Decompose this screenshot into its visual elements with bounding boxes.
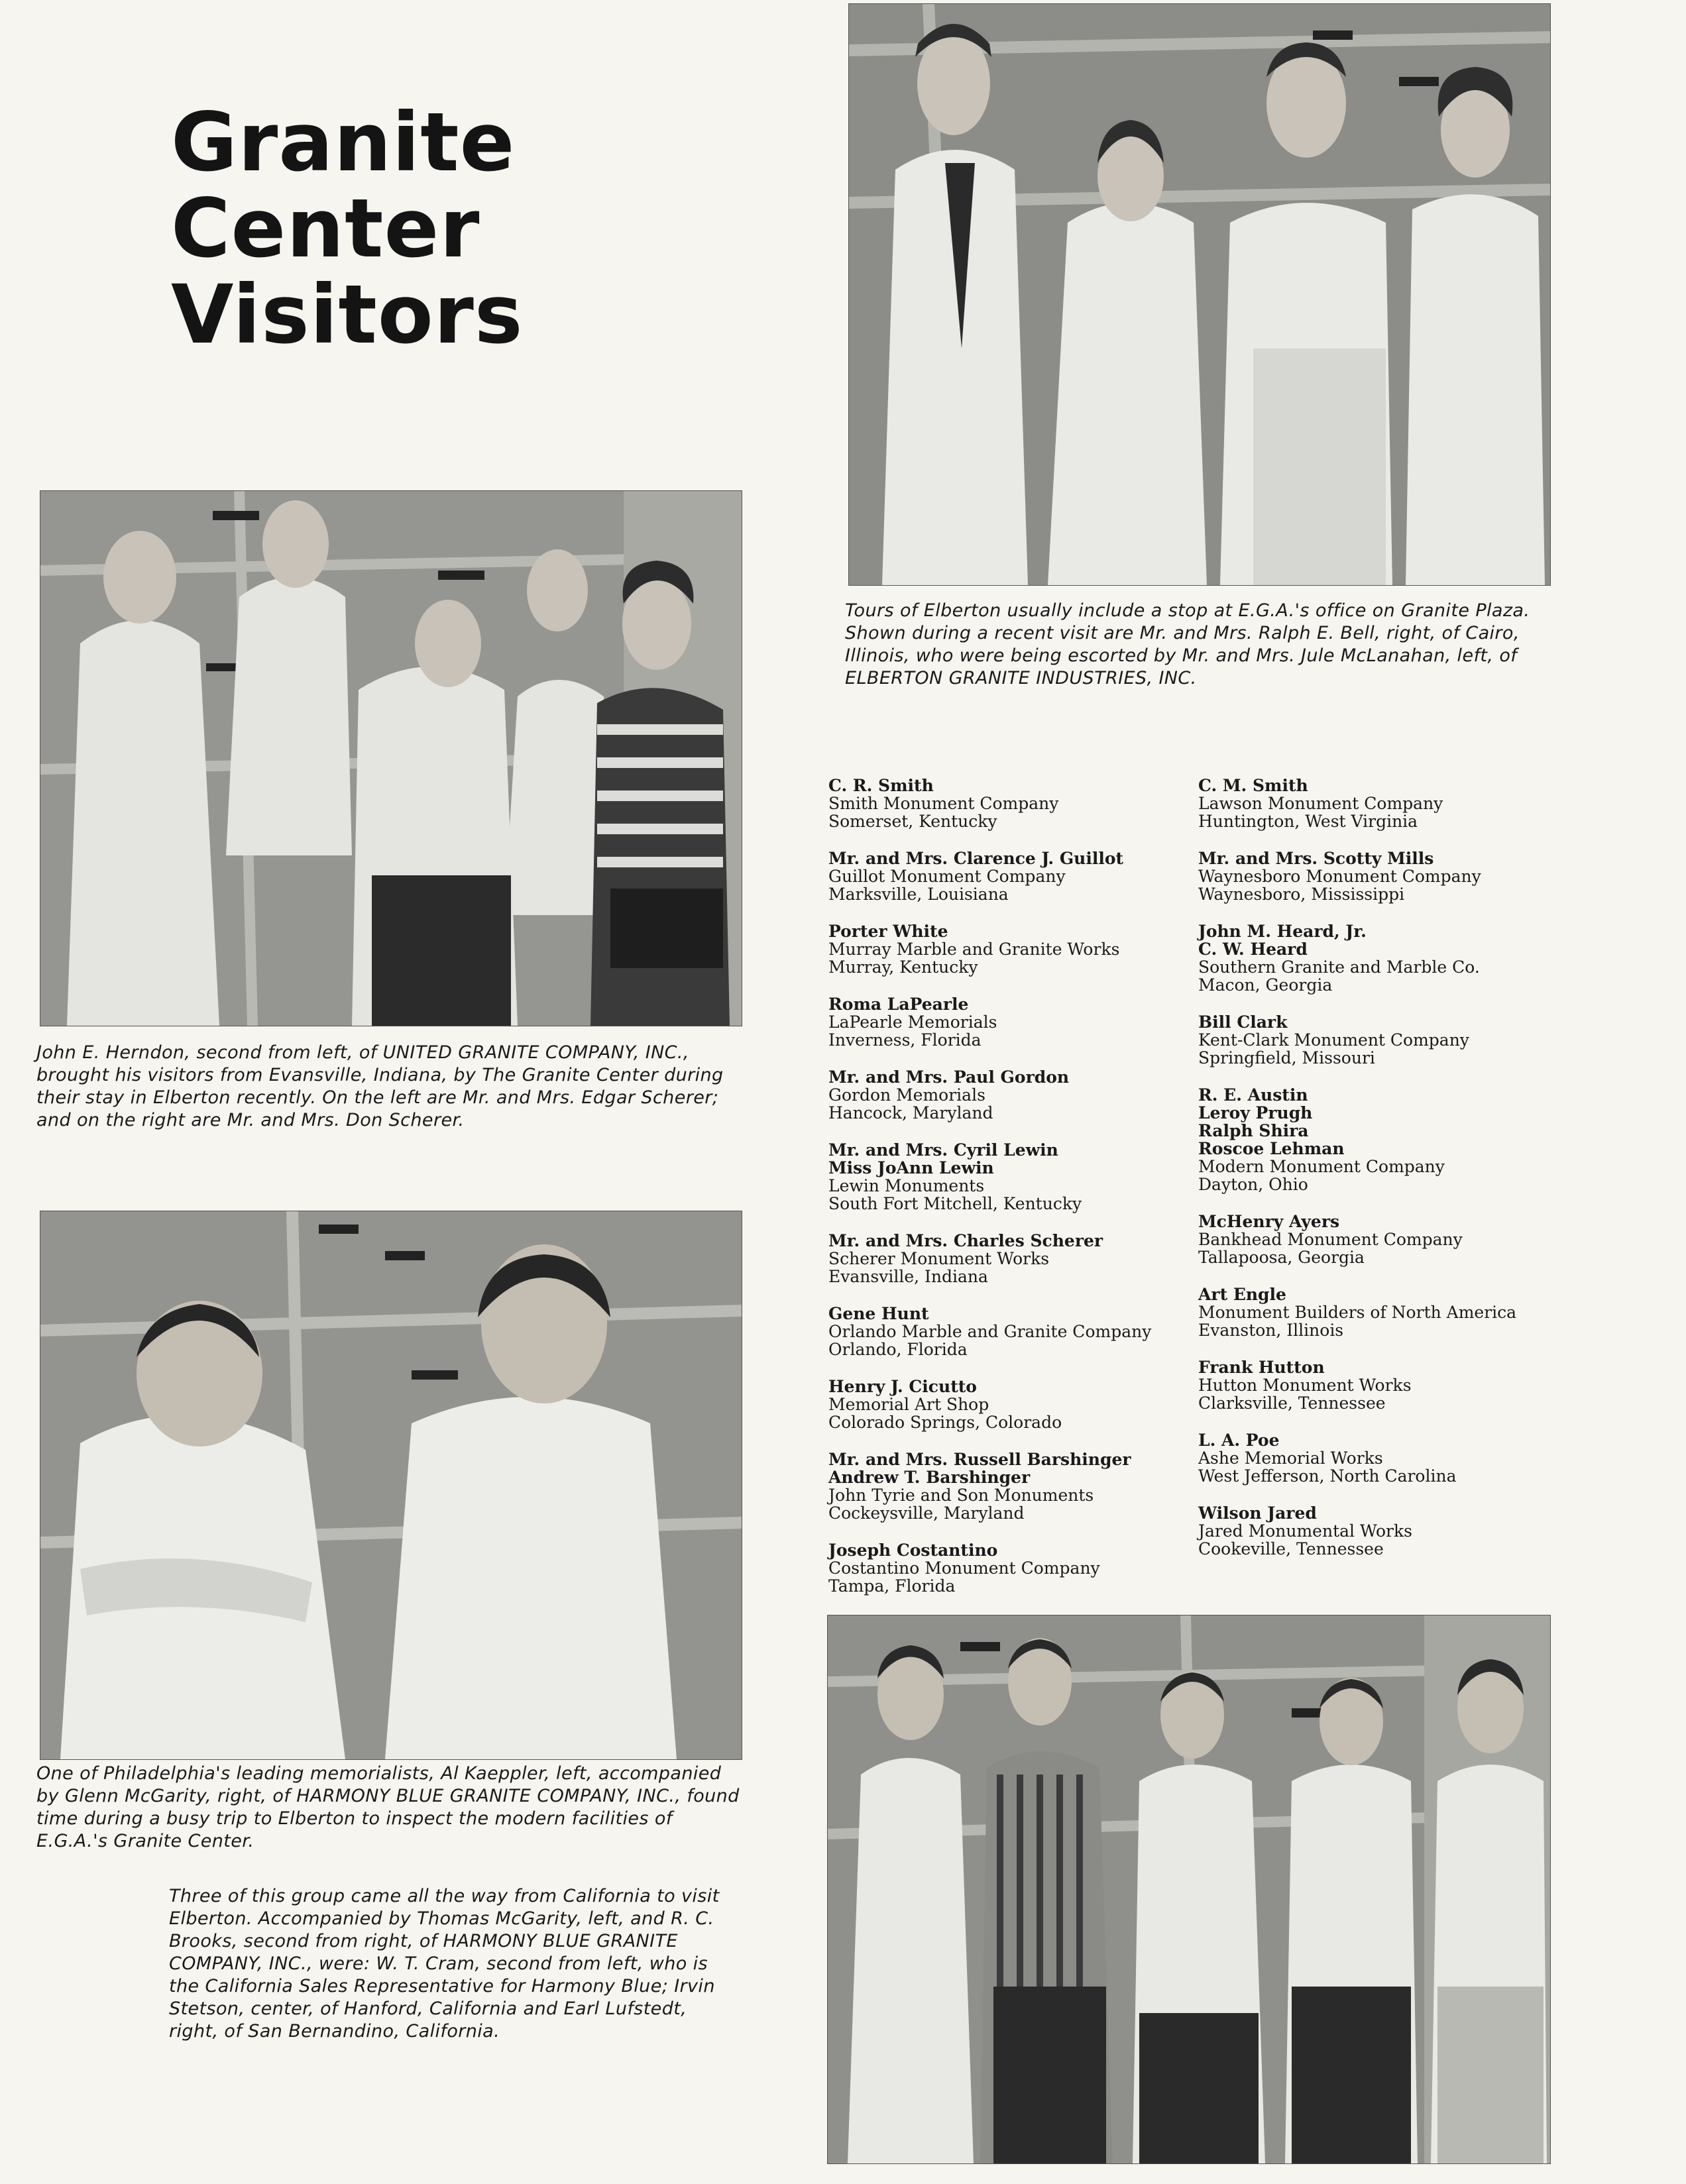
visitor-company: LaPearle Memorials (828, 1012, 997, 1032)
page-title (171, 95, 524, 362)
visitor-name: Frank Hutton (1198, 1358, 1325, 1377)
visitor-company: Southern Granite and Marble Co. (1198, 957, 1480, 977)
visitor-name: R. E. Austin (1198, 1085, 1308, 1105)
visitor-entry (1198, 1358, 1569, 1412)
visitor-name: Mr. and Mrs. Charles Scherer (828, 1231, 1103, 1250)
visitor-location: Clarksville, Tennessee (1198, 1393, 1386, 1413)
visitor-location: Waynesboro, Mississippi (1198, 885, 1405, 904)
visitor-company: Lewin Monuments (828, 1176, 985, 1195)
visitor-name: Mr. and Mrs. Paul Gordon (828, 1067, 1070, 1087)
visitor-entry (1198, 1213, 1569, 1266)
visitor-name: Ralph Shira (1198, 1121, 1309, 1140)
visitor-name: Mr. and Mrs. Cyril Lewin (828, 1140, 1058, 1160)
visitor-name: Andrew T. Barshinger (828, 1468, 1031, 1487)
visitor-name: Mr. and Mrs. Clarence J. Guillot (828, 849, 1124, 868)
visitor-location: Tallapoosa, Georgia (1198, 1248, 1365, 1267)
visitor-location: Macon, Georgia (1198, 975, 1333, 995)
photo-bottom-right (827, 1615, 1551, 2164)
visitor-list-right (1198, 777, 1569, 1577)
visitor-company: Gordon Memorials (828, 1085, 985, 1105)
visitor-entry (1198, 1285, 1569, 1339)
visitor-company: Memorial Art Shop (828, 1395, 989, 1414)
visitor-location: Orlando, Florida (828, 1340, 968, 1359)
visitor-location: Inverness, Florida (828, 1030, 982, 1050)
visitor-name: Henry J. Cicutto (828, 1377, 977, 1396)
visitor-location: Murray, Kentucky (828, 957, 978, 977)
visitor-company: Scherer Monument Works (828, 1249, 1050, 1268)
visitor-entry (1198, 1013, 1569, 1067)
caption-left-1: John E. Herndon, second from left, of UNITED GRANITE COMPANY, INC., brought his visitors from Evansville, Indiana, by The Granite Center during their stay in Elberton recently. On the left are Mr. and Mrs. Edgar Scherer; and on the right are Mr. and Mrs. Don Scherer. (36, 1042, 724, 1130)
caption-bottom-left: Three of this group came all the way from California to visit Elberton. Accompanied by Thomas McGarity, left, and R. C. Brooks, second from right, of HARMONY BLUE GRANITE COMPANY, INC., were: W. T. Cram, second from left, who is the California Sales Representative for Harmony Blue; Irvin Stetson, center, of Hanford, California and Earl Lufstedt, right, of San Bernandino, California. (169, 1886, 720, 2042)
visitor-company: Costantino Monument Company (828, 1558, 1100, 1578)
visitor-entry (828, 995, 1200, 1049)
visitor-name: C. M. Smith (1198, 776, 1308, 795)
visitor-name: Porter White (828, 922, 948, 941)
visitor-name: Leroy Prugh (1198, 1103, 1313, 1122)
visitor-entry (1198, 849, 1569, 903)
visitor-company: Smith Monument Company (828, 794, 1059, 813)
visitor-entry (828, 1232, 1200, 1285)
visitor-location: South Fort Mitchell, Kentucky (828, 1194, 1082, 1213)
visitor-location: Huntington, West Virginia (1198, 812, 1418, 831)
visitor-name: Mr. and Mrs. Russell Barshinger (828, 1450, 1131, 1469)
visitor-entry (828, 849, 1200, 903)
visitor-company: Guillot Monument Company (828, 867, 1066, 886)
visitor-name: Art Engle (1198, 1285, 1286, 1304)
visitor-entry (1198, 1431, 1569, 1485)
visitor-name: Gene Hunt (828, 1304, 929, 1323)
caption-top-right: Tours of Elberton usually include a stop at E.G.A.'s office on Granite Plaza. Shown during a recent visit are Mr. and Mrs. Ralph E. Bell, right, of Cairo, Illinois, who were being escorted by Mr. and Mrs. Jule McLanahan, left, of ELBERTON GRANITE INDUSTRIES, INC. (845, 600, 1530, 688)
visitor-name: Roma LaPearle (828, 995, 969, 1014)
visitor-company: John Tyrie and Son Monuments (828, 1486, 1094, 1505)
visitor-company: Jared Monumental Works (1198, 1521, 1412, 1541)
visitor-entry (828, 777, 1200, 830)
visitor-entry (828, 1378, 1200, 1431)
visitor-location: Hancock, Maryland (828, 1103, 993, 1122)
visitor-name: Mr. and Mrs. Scotty Mills (1198, 849, 1434, 868)
visitor-location: Tampa, Florida (828, 1576, 956, 1596)
visitor-location: Evanston, Illinois (1198, 1321, 1344, 1340)
visitor-list-left (828, 777, 1200, 1614)
title-line-1: Granite (171, 95, 516, 190)
photo-top-right (848, 3, 1551, 586)
visitor-name: Wilson Jared (1198, 1503, 1317, 1523)
title-line-3: Visitors (171, 268, 524, 362)
visitor-entry (828, 1450, 1200, 1522)
visitor-location: Cockeysville, Maryland (828, 1503, 1025, 1523)
visitor-location: Springfield, Missouri (1198, 1048, 1375, 1067)
visitor-entry (1198, 1504, 1569, 1558)
visitor-company: Waynesboro Monument Company (1198, 867, 1481, 886)
visitor-name: Miss JoAnn Lewin (828, 1158, 994, 1177)
visitor-location: Evansville, Indiana (828, 1267, 988, 1286)
title-line-2: Center (171, 182, 480, 276)
visitor-location: Dayton, Ohio (1198, 1175, 1308, 1194)
visitor-name: L. A. Poe (1198, 1431, 1280, 1450)
visitor-company: Bankhead Monument Company (1198, 1230, 1463, 1249)
visitor-company: Hutton Monument Works (1198, 1376, 1412, 1395)
visitor-name: Roscoe Lehman (1198, 1139, 1345, 1158)
visitor-company: Kent-Clark Monument Company (1198, 1030, 1469, 1050)
visitor-company: Modern Monument Company (1198, 1157, 1445, 1176)
visitor-location: West Jefferson, North Carolina (1198, 1466, 1457, 1486)
visitor-company: Monument Builders of North America (1198, 1303, 1517, 1322)
visitor-location: Marksville, Louisiana (828, 885, 1009, 904)
visitor-entry (828, 1068, 1200, 1122)
photo-left-1 (40, 490, 742, 1026)
photo-left-2 (40, 1211, 742, 1760)
visitor-location: Colorado Springs, Colorado (828, 1413, 1062, 1432)
visitor-company: Orlando Marble and Granite Company (828, 1322, 1152, 1341)
visitor-entry (828, 1305, 1200, 1358)
caption-left-2: One of Philadelphia's leading memorialists, Al Kaeppler, left, accompanied by Glenn McGarity, right, of HARMONY BLUE GRANITE COMPANY, INC., found time during a busy trip to Elberton to inspect the modern facilities of E.G.A.'s Granite Center. (36, 1763, 740, 1851)
visitor-entry (1198, 777, 1569, 830)
visitor-name: C. R. Smith (828, 776, 934, 795)
visitor-name: Joseph Costantino (828, 1541, 998, 1560)
visitor-name: John M. Heard, Jr. (1198, 922, 1367, 941)
visitor-company: Ashe Memorial Works (1198, 1448, 1383, 1468)
visitor-company: Lawson Monument Company (1198, 794, 1443, 813)
visitor-entry (1198, 1086, 1569, 1193)
visitor-name: McHenry Ayers (1198, 1212, 1340, 1231)
visitor-name: C. W. Heard (1198, 940, 1308, 959)
visitor-entry (828, 1541, 1200, 1595)
visitor-entry (1198, 922, 1569, 994)
visitor-entry (828, 1141, 1200, 1213)
visitor-entry (828, 922, 1200, 976)
visitor-company: Murray Marble and Granite Works (828, 940, 1120, 959)
visitor-name: Bill Clark (1198, 1012, 1288, 1032)
visitor-location: Somerset, Kentucky (828, 812, 997, 831)
visitor-location: Cookeville, Tennessee (1198, 1539, 1384, 1558)
